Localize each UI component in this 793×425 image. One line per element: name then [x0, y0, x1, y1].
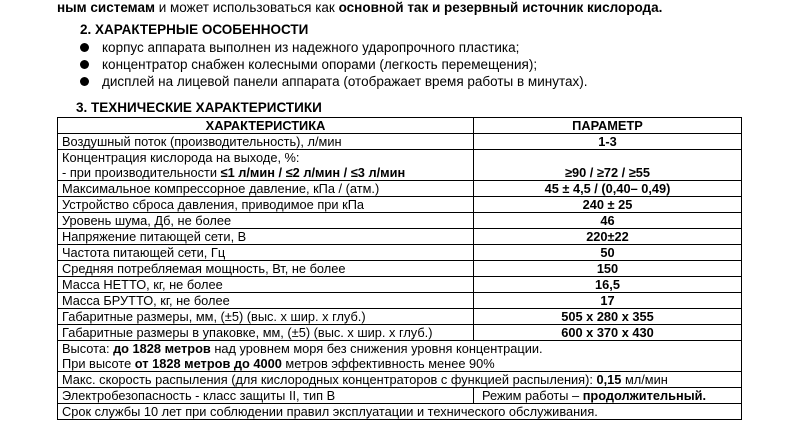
- table-row: Габаритные размеры в упаковке, мм, (±5) (выс. х шир. х глуб.) 600 х 370 х 430: [58, 325, 742, 341]
- table-row: Средняя потребляемая мощность, Вт, не более 150: [58, 261, 742, 277]
- specs-table: [57, 117, 742, 420]
- list-item: дисплей на лицевой панели аппарата (отображает время работы в минутах).: [80, 73, 588, 90]
- specs-title: 3. ТЕХНИЧЕСКИЕ ХАРАКТЕРИСТИКИ: [76, 100, 322, 115]
- table-row-lifetime: Срок службы 10 лет при соблюдении правил эксплуатации и технического обслуживания.: [58, 404, 742, 420]
- table-row: Частота питающей сети, Гц 50: [58, 245, 742, 261]
- table-row: Масса БРУТТО, кг, не более 17: [58, 293, 742, 309]
- table-row-altitude: Высота: до 1828 метров над уровнем моря без снижения уровня концентрации. При высоте от 1828 метров до 4000 метров эффективность менее 90%: [58, 341, 742, 372]
- table-header-row: [58, 118, 742, 134]
- intro-part2: и может использоваться как: [154, 0, 339, 15]
- bullet-icon: [80, 60, 89, 69]
- list-item: концентратор снабжен колесными опорами (легкость перемещения);: [80, 56, 588, 73]
- table-row: Максимальное компрессорное давление, кПа / (атм.) 45 ± 4,5 / (0,40– 0,49): [58, 181, 742, 197]
- intro-part1: ным системам: [57, 0, 155, 15]
- intro-line: [57, 0, 662, 16]
- table-row: Масса НЕТТО, кг, не более 16,5: [58, 277, 742, 293]
- header-parameter: ПАРАМЕТР: [474, 118, 742, 134]
- table-row: Воздушный поток (производительность), л/мин 1-3: [58, 134, 742, 150]
- table-row: Уровень шума, Дб, не более 46: [58, 213, 742, 229]
- table-row-electrical: Электробезопасность - класс защиты II, тип В Режим работы – продолжительный.: [58, 388, 742, 404]
- intro-part3: основной так и резервный источник кислорода.: [338, 0, 663, 15]
- table-row: Устройство сброса давления, приводимое при кПа 240 ± 25: [58, 197, 742, 213]
- header-characteristic: ХАРАКТЕРИСТИКА: [58, 118, 474, 134]
- bullet-icon: [80, 43, 89, 52]
- list-item: корпус аппарата выполнен из надежного ударопрочного пластика;: [80, 39, 588, 56]
- table-row: Габаритные размеры, мм, (±5) (выс. х шир. х глуб.) 505 х 280 х 355: [58, 309, 742, 325]
- bullet-icon: [80, 77, 89, 86]
- table-row: Напряжение питающей сети, В 220±22: [58, 229, 742, 245]
- features-list: [80, 39, 588, 90]
- table-row-concentration: Концентрация кислорода на выходе, %: - при производительности ≤1 л/мин / ≤2 л/мин / ≤3 л/мин ≥90 / ≥72 / ≥55: [58, 150, 742, 181]
- table-row-spray: Макс. скорость распыления (для кислородных концентраторов с функцией распыления): 0,15 мл/мин: [58, 372, 742, 388]
- features-title: 2. ХАРАКТЕРНЫЕ ОСОБЕННОСТИ: [80, 22, 309, 37]
